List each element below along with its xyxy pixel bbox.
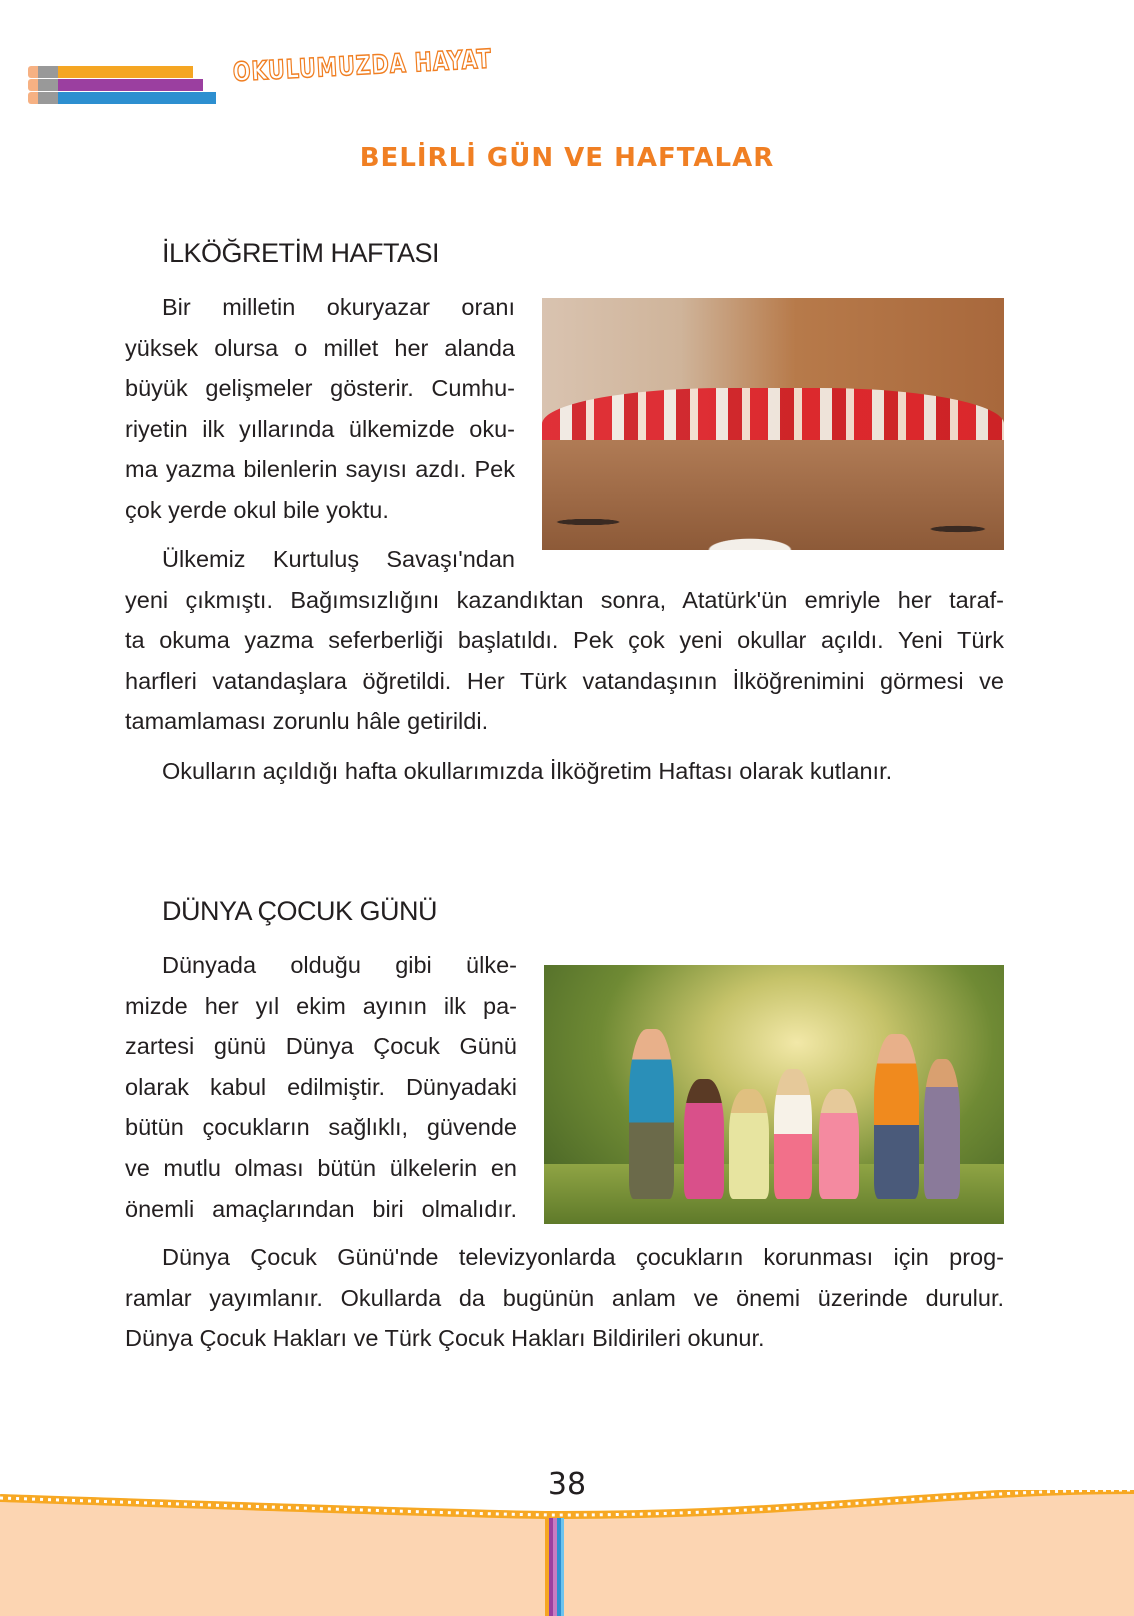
text-line: ve mutlu olması bütün ülkelerin en xyxy=(125,1154,517,1181)
text-line: çok yerde okul bile yoktu. xyxy=(125,496,389,523)
text-line: Dünya Çocuk Hakları ve Türk Çocuk Hakları Bildirileri okunur. xyxy=(125,1325,765,1352)
paragraph xyxy=(125,1237,1004,1359)
text-line: mizde her yıl ekim ayının ilk pa- xyxy=(125,992,517,1019)
text-line: tamamlaması zorunlu hâle getirildi. xyxy=(125,708,489,735)
text-line: ramlar yayımlanır. Okullarda da bugünün anlam ve önemi üzerinde durulur. xyxy=(125,1284,1004,1311)
brand-text: OKULUMUZDA HAYAT xyxy=(232,44,493,88)
page-number: 38 xyxy=(547,1467,587,1502)
text-line: zartesi günü Dünya Çocuk Günü xyxy=(125,1033,517,1060)
photo-children-with-flags xyxy=(542,298,1004,550)
text-line: riyetin ilk yıllarında ülkemizde oku- xyxy=(125,415,515,442)
paragraph xyxy=(162,751,1004,792)
section-heading: İLKÖĞRETİM HAFTASI xyxy=(162,238,440,268)
text-line: ma yazma bilenlerin sayısı azdı. Pek xyxy=(125,456,515,483)
text-line: Dünyada olduğu gibi ülke- xyxy=(162,952,517,978)
text-line: Okulların açıldığı hafta okullarımızda İlköğretim Haftası olarak kutlanır. xyxy=(162,758,893,784)
paragraph xyxy=(125,945,517,1229)
paragraph xyxy=(125,287,515,531)
brand-logo xyxy=(232,41,557,88)
paragraph xyxy=(125,539,1004,742)
text-line: Dünya Çocuk Günü'nde televizyonlarda çocukların korunması için prog- xyxy=(162,1244,1004,1270)
section-heading: DÜNYA ÇOCUK GÜNÜ xyxy=(162,896,438,926)
text-line: Bir milletin okuryazar oranı xyxy=(162,294,515,320)
footer-band xyxy=(0,1490,1134,1616)
text-line: yüksek olursa o millet her alanda xyxy=(125,334,515,361)
text-line: bütün çocukların sağlıklı, güvende xyxy=(125,1114,517,1141)
pencils-logo xyxy=(28,66,223,106)
text-line: harfleri vatandaşlara öğretildi. Her Türk vatandaşının İlköğrenimini görmesi ve xyxy=(125,667,1004,694)
text-line: ta okuma yazma seferberliği başlatıldı. Pek çok yeni okullar açıldı. Yeni Türk xyxy=(125,627,1004,654)
text-line: olarak kabul edilmiştir. Dünyadaki xyxy=(125,1073,517,1100)
photo-children-playing-outdoors xyxy=(544,965,1004,1224)
text-line: önemli amaçlarından biri olmalıdır. xyxy=(125,1195,517,1222)
text-line: büyük gelişmeler gösterir. Cumhu- xyxy=(125,375,515,402)
page-title: BELİRLİ GÜN VE HAFTALAR xyxy=(359,143,775,173)
text-line: yeni çıkmıştı. Bağımsızlığını kazandıktan sonra, Atatürk'ün emriyle her taraf- xyxy=(125,586,1004,613)
text-line: Ülkemiz Kurtuluş Savaşı'ndan xyxy=(162,546,515,572)
